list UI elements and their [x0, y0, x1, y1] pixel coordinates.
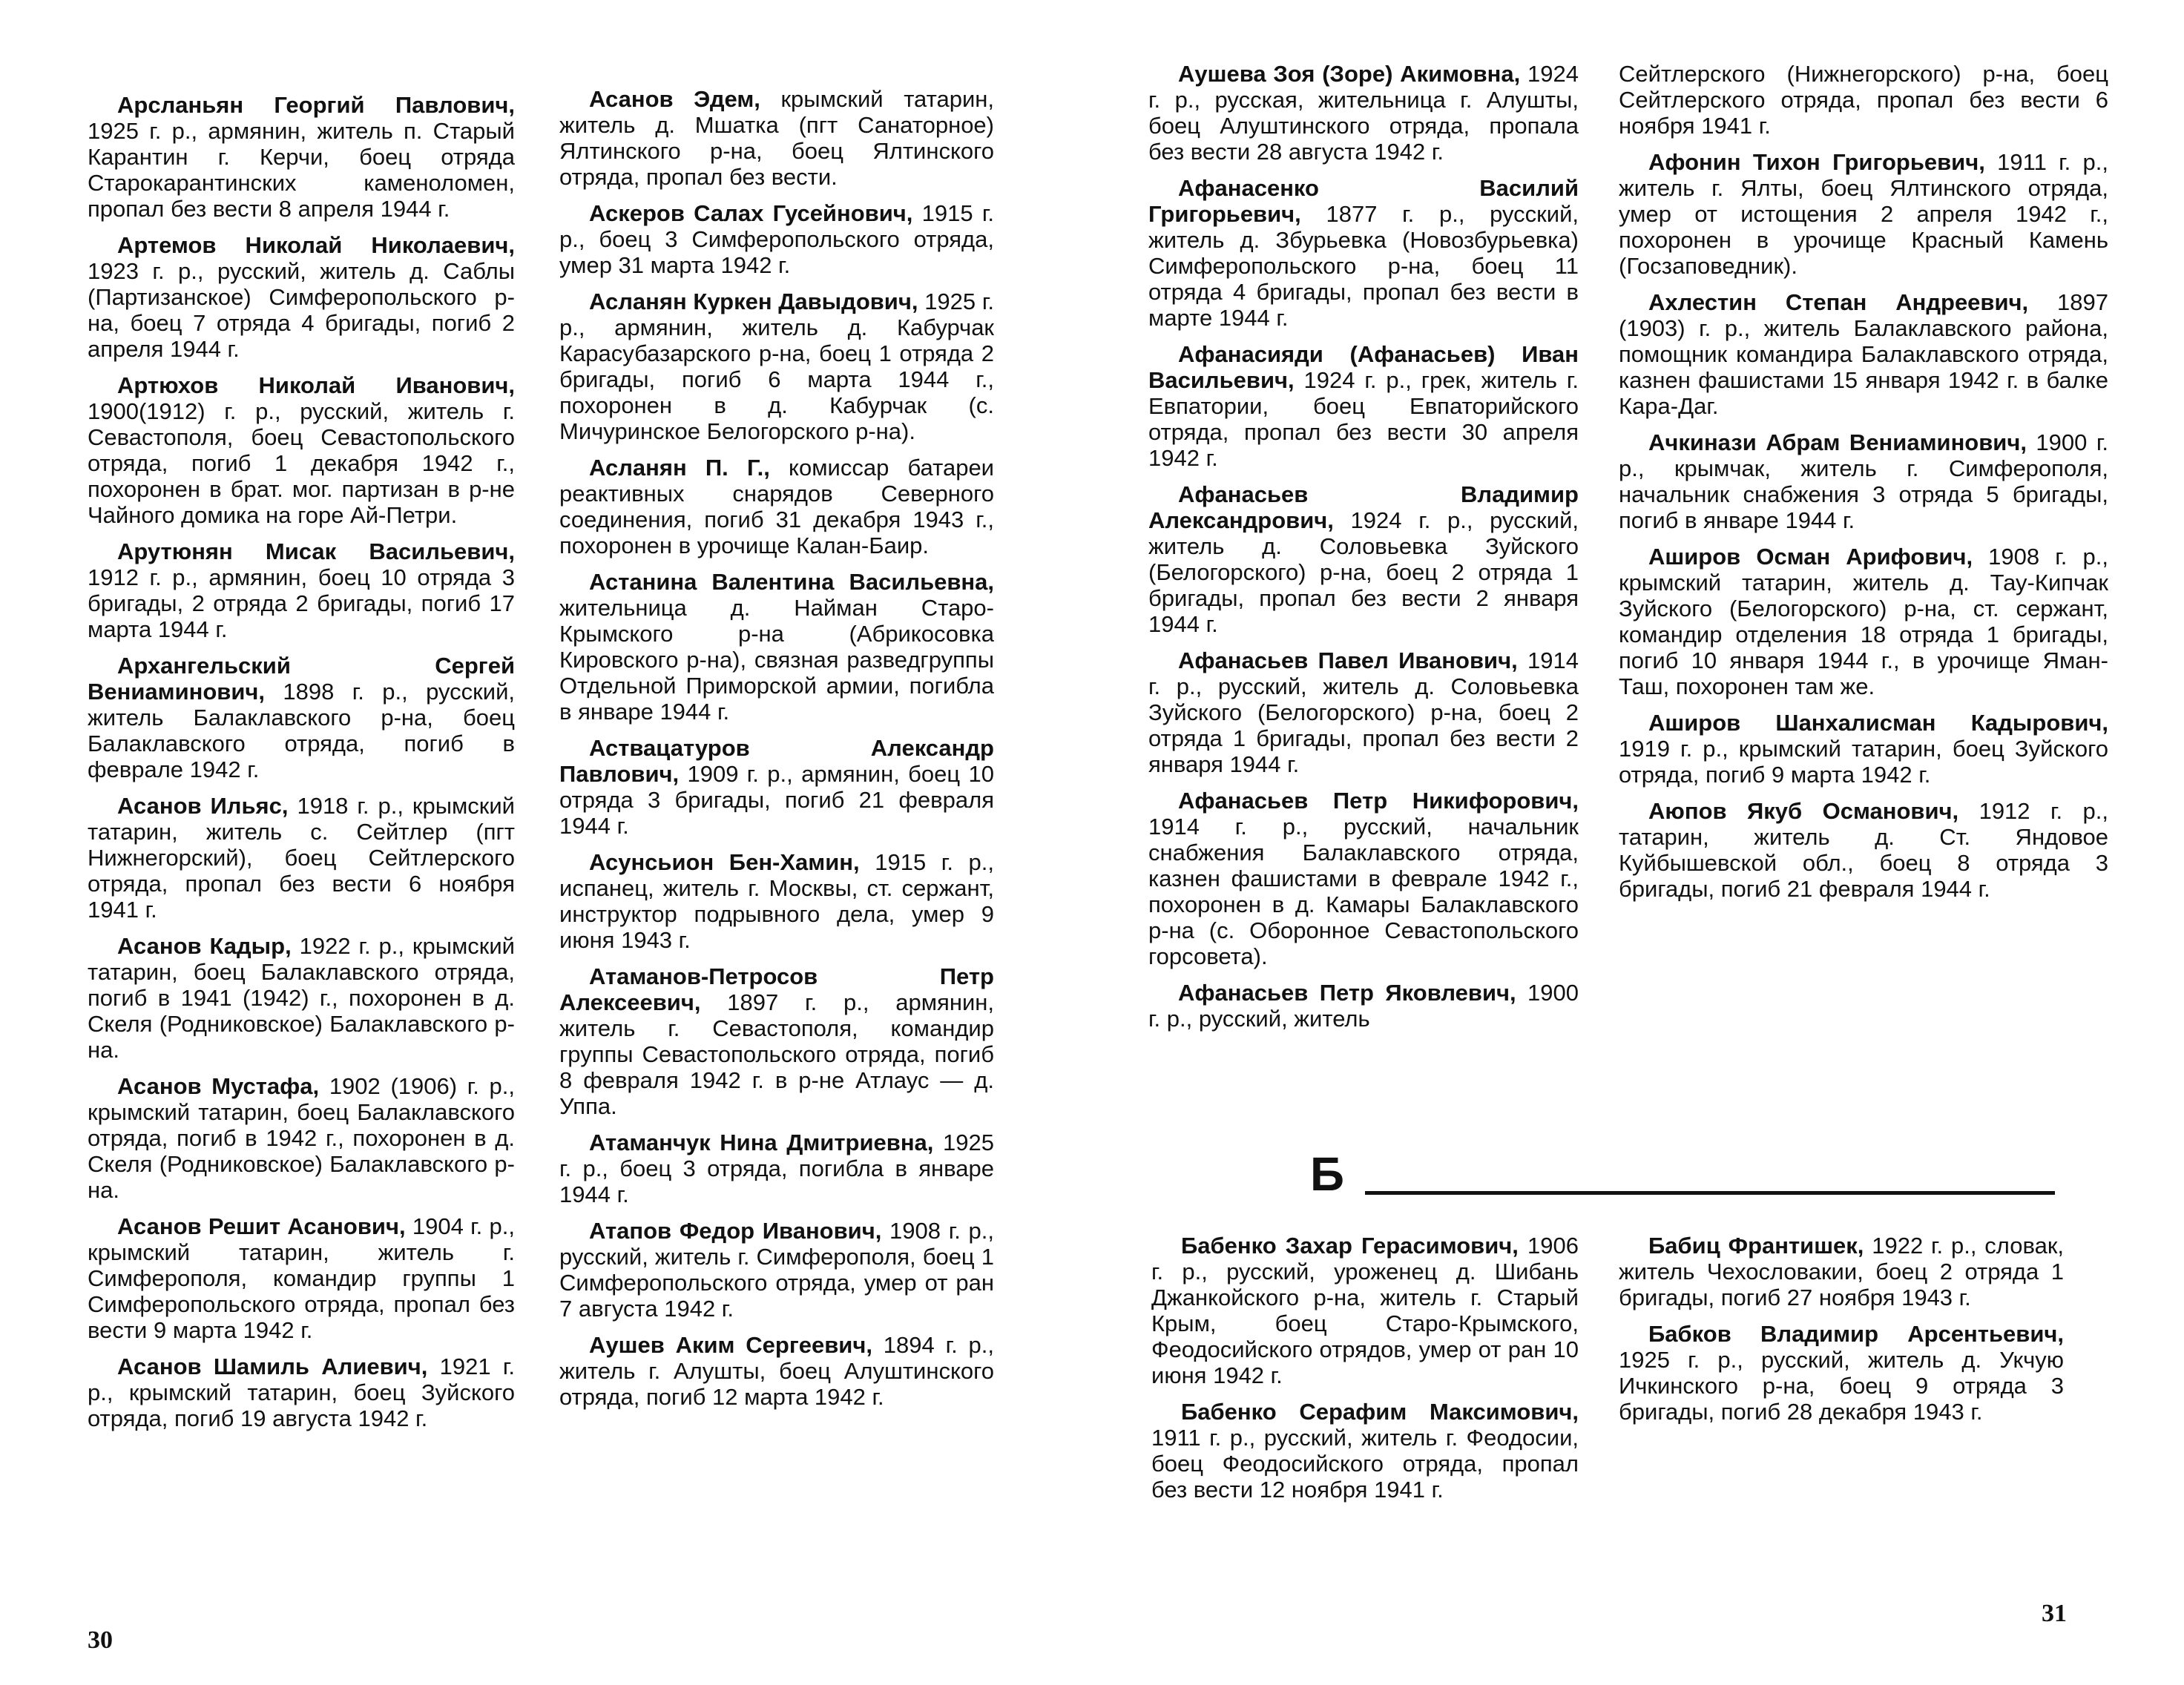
entry	[1619, 710, 2108, 788]
entry	[1619, 289, 2108, 419]
entry-details: 1924 г. р., русская, жительница г. Алушты, боец Алуштинского отряда, пропала без вести 28 августа 1942 г.	[1148, 61, 1579, 165]
entry-name: Астанина Валентина Васильевна,	[589, 569, 994, 595]
entry	[559, 86, 994, 190]
entry	[559, 288, 994, 444]
entry	[1148, 980, 1579, 1032]
entry-name: Аушева Зоя (Зоре) Акимовна,	[1178, 61, 1521, 87]
entry-details: 1908 г. р., крымский татарин, житель д. Тау-Кипчак Зуйского (Белогорского) р-на, ст. сержант, командир отделения 18 отряда 1 бригады, погиб 10 января 1944 г., в урочище Яман-Таш, похоронен там же.	[1619, 544, 2108, 699]
section-header-b	[1310, 1148, 2059, 1200]
entry-details: 1918 г. р., крымский татарин, житель с. Сейтлер (пгт Нижнегорский), боец Сейтлерского отряда, пропал без вести 6 ноября 1941 г.	[88, 793, 515, 923]
entry	[1151, 1399, 1579, 1503]
entry	[1148, 481, 1579, 637]
entry-name: Афанасьев Петр Яковлевич,	[1178, 980, 1516, 1006]
entry-details: 1925 г. р., боец 3 отряда, погибла в январе 1944 г.	[559, 1130, 995, 1207]
entry	[88, 933, 515, 1063]
entry	[88, 653, 515, 782]
page-number-left: 30	[88, 1626, 113, 1654]
entry-name: Аствацатуров Александр Павлович,	[559, 735, 994, 787]
page-number-right: 31	[2042, 1600, 2067, 1627]
entry-name: Ахлестин Степан Андреевич,	[1648, 289, 2029, 315]
entry-details: 1925 г. р., армянин, житель д. Кабурчак Карасубазарского р-на, боец 1 отряда 2 бригады, погиб 6 марта 1944 г., похоронен в д. Кабурчак (с. Мичуринское Белогорского р-на).	[559, 288, 995, 444]
entry-name: Асанов Ильяс,	[117, 793, 289, 819]
entry	[88, 372, 515, 528]
entry-details: 1911 г. р., русский, житель г. Феодосии, боец Феодосийского отряда, пропал без вести 12 ноября 1941 г.	[1151, 1425, 1579, 1503]
section-rule	[1365, 1191, 2055, 1195]
entry	[88, 92, 515, 222]
entry-details: 1914 г. р., русский, житель д. Соловьевка Зуйского (Белогорского) р-на, боец 2 отряда 1 бригады, пропал без вести 2 января 1944 г.	[1148, 647, 1579, 777]
entry	[88, 538, 515, 642]
right-page	[1092, 0, 2184, 1685]
entry	[1148, 341, 1579, 471]
entry-name: Афанасенко Василий Григорьевич,	[1148, 175, 1579, 227]
entry-details: 1924 г. р., русский, житель д. Соловьевка Зуйского (Белогорского) р-на, боец 2 отряда 1 бригады, пропал без вести 2 января 1944 г.	[1148, 507, 1579, 637]
entry-details: 1915 г. р., боец 3 Симферопольского отряда, умер 31 марта 1942 г.	[559, 200, 994, 278]
entry-details: жительница д. Найман Старо-Крымского р-на (Абрикосовка Кировского р-на), связная разведгруппы Отдельной Приморской армии, погибла в январе 1944 г.	[559, 595, 994, 725]
entry-name: Асланян Куркен Давыдович,	[589, 288, 918, 314]
entry	[1148, 61, 1579, 165]
entry-name: Атаманчук Нина Дмитриевна,	[589, 1130, 934, 1155]
entry-details: 1894 г. р., житель г. Алушты, боец Алуштинского отряда, погиб 12 марта 1942 г.	[559, 1332, 994, 1410]
entry-name: Асанов Решит Асанович,	[117, 1213, 406, 1239]
right-page-column-2	[1619, 61, 2108, 912]
entry-details: 1897 (1903) г. р., житель Балаклавского района, помощник командира Балаклавского отряда, казнен фашистами 15 января 1942 г. в балке Кара-Даг.	[1619, 289, 2109, 419]
entry	[559, 1332, 994, 1410]
left-page-column-1	[88, 92, 515, 1442]
entry	[559, 735, 994, 839]
entry	[1619, 61, 2108, 139]
entry-name: Аширов Шанхалисман Кадырович,	[1648, 710, 2108, 736]
entry	[559, 1218, 994, 1322]
entry-name: Афанасияди (Афанасьев) Иван Васильевич,	[1148, 341, 1579, 393]
entry	[88, 793, 515, 923]
entry	[1619, 1233, 2064, 1310]
right-page-column-1	[1148, 61, 1579, 1042]
entry-name: Афонин Тихон Григорьевич,	[1648, 149, 1985, 175]
entry	[88, 232, 515, 362]
entry-details: 1900 г. р., русский, житель	[1148, 980, 1579, 1032]
entry-details: 1900(1912) г. р., русский, житель г. Севастополя, боец Севастопольского отряда, погиб 1 декабря 1942 г., похоронен в брат. мог. партизан в р-не Чайного домика на горе Ай-Петри.	[88, 398, 515, 528]
entry-details: 1922 г. р., словак, житель Чехословакии, боец 2 отряда 1 бригады, погиб 27 ноября 1943 г.	[1619, 1233, 2065, 1310]
entry-name: Асанов Мустафа,	[117, 1073, 320, 1099]
entry-details: 1915 г. р., испанец, житель г. Москвы, ст. сержант, инструктор подрывного дела, умер 9 июня 1943 г.	[559, 849, 995, 953]
entry-name: Атапов Федор Иванович,	[589, 1218, 882, 1244]
entry-name: Архангельский Сергей Вениаминович,	[88, 653, 515, 705]
entry-name: Асанов Кадыр,	[117, 933, 292, 959]
entry-name: Афанасьев Петр Никифорович,	[1178, 788, 1579, 814]
entry-details: 1925 г. р., русский, житель д. Укчую Ичкинского р-на, боец 9 отряда 3 бригады, погиб 28 декабря 1943 г.	[1619, 1347, 2064, 1425]
entry-details: 1923 г. р., русский, житель д. Саблы (Партизанское) Симферопольского р-на, боец 7 отряда 4 бригады, погиб 2 апреля 1944 г.	[88, 258, 515, 362]
entry	[1619, 429, 2108, 533]
entry-name: Бабиц Франтишек,	[1648, 1233, 1864, 1259]
entry	[559, 849, 994, 953]
entry-name: Аюпов Якуб Османович,	[1648, 798, 1959, 824]
entry	[1619, 149, 2108, 279]
entry-details: крымский татарин, житель д. Мшатка (пгт Санаторное) Ялтинского р-на, боец Ялтинского отряда, пропал без вести.	[559, 86, 994, 190]
entry-name: Аскеров Салах Гусейнович,	[589, 200, 913, 226]
entry-details: 1921 г. р., крымский татарин, боец Зуйского отряда, погиб 19 августа 1942 г.	[88, 1353, 515, 1431]
entry-name: Афанасьев Павел Иванович,	[1178, 647, 1518, 673]
entry	[559, 200, 994, 278]
entry-details: 1877 г. р., русский, житель д. Збурьевка (Новозбурьевка) Симферопольского р-на, боец 11 отряда 4 бригады, пропал без вести в марте 1944 г.	[1148, 201, 1579, 331]
entry-details: 1922 г. р., крымский татарин, боец Балаклавского отряда, погиб в 1941 (1942) г., похоронен в д. Скеля (Родниковское) Балаклавского р-на.	[88, 933, 515, 1063]
section-b-column-2	[1619, 1233, 2064, 1435]
entry	[88, 1353, 515, 1431]
entry	[559, 1130, 994, 1207]
entry-name: Бабенко Захар Герасимович,	[1181, 1233, 1519, 1259]
entry-details: 1904 г. р., крымский татарин, житель г. Симферополя, командир группы 1 Симферопольского отряда, пропал без вести 9 марта 1942 г.	[88, 1213, 515, 1343]
entry-name: Аширов Осман Арифович,	[1648, 544, 1973, 570]
entry	[1619, 544, 2108, 699]
entry-details: 1912 г. р., армянин, боец 10 отряда 3 бригады, 2 отряда 2 бригады, погиб 17 марта 1944 г.	[88, 564, 515, 642]
entry	[1619, 798, 2108, 902]
entry-name: Арсланьян Георгий Павлович,	[117, 92, 515, 118]
entry-name: Ачкинази Абрам Вениаминович,	[1648, 429, 2027, 455]
entry-details: 1914 г. р., русский, начальник снабжения Балаклавского отряда, казнен фашистами в феврале 1942 г., похоронен в д. Камары Балаклавского р-на (с. Оборонное Севастопольского горсовета).	[1148, 814, 1579, 969]
entry-details: 1908 г. р., русский, житель г. Симферополя, боец 1 Симферопольского отряда, умер от ран 7 августа 1942 г.	[559, 1218, 994, 1322]
entry-details: 1897 г. р., армянин, житель г. Севастополя, командир группы Севастопольского отряда, погиб 8 февраля 1942 г. в р-не Атлаус — д. Уппа.	[559, 989, 994, 1119]
entry-name: Артемов Николай Николаевич,	[117, 232, 515, 258]
entry-details: 1900 г. р., крымчак, житель г. Симферополя, начальник снабжения 3 отряда 5 бригады, погиб в январе 1944 г.	[1619, 429, 2108, 533]
entry-details: 1919 г. р., крымский татарин, боец Зуйского отряда, погиб 9 марта 1942 г.	[1619, 736, 2108, 788]
entry-name: Аушев Аким Сергеевич,	[589, 1332, 872, 1358]
entry-details: 1906 г. р., русский, уроженец д. Шибань Джанкойского р-на, житель г. Старый Крым, боец Старо-Крымского, Феодосийского отрядов, умер от ран 10 июня 1942 г.	[1151, 1233, 1579, 1388]
entry	[1148, 175, 1579, 331]
entry-details: 1898 г. р., русский, житель Балаклавского р-на, боец Балаклавского отряда, погиб в феврале 1942 г.	[88, 679, 515, 782]
entry-details: 1909 г. р., армянин, боец 10 отряда 3 бригады, погиб 21 февраля 1944 г.	[559, 761, 994, 839]
entry-name: Арутюнян Мисак Васильевич,	[117, 538, 515, 564]
section-b-column-1	[1151, 1233, 1579, 1513]
entry-name: Асланян П. Г.,	[589, 455, 770, 481]
entry-details: 1902 (1906) г. р., крымский татарин, боец Балаклавского отряда, погиб в 1942 г., похоронен в д. Скеля (Родниковское) Балаклавского р-на.	[88, 1073, 515, 1203]
entry-name: Бабенко Серафим Максимович,	[1181, 1399, 1579, 1425]
entry	[559, 569, 994, 725]
entry-name: Атаманов-Петросов Петр Алексеевич,	[559, 963, 994, 1015]
entry	[88, 1073, 515, 1203]
entry-details: 1924 г. р., грек, житель г. Евпатории, боец Евпаторийского отряда, пропал без вести 30 апреля 1942 г.	[1148, 367, 1579, 471]
entry	[1619, 1321, 2064, 1425]
entry	[88, 1213, 515, 1343]
entry-name: Афанасьев Владимир Александрович,	[1148, 481, 1579, 533]
entry-name: Артюхов Николай Иванович,	[117, 372, 515, 398]
entry-name: Асунсьион Бен-Хамин,	[589, 849, 860, 875]
entry-details: 1912 г. р., татарин, житель д. Ст. Яндовое Куйбышевской обл., боец 8 отряда 3 бригады, погиб 21 февраля 1944 г.	[1619, 798, 2109, 902]
entry-details: комиссар батареи реактивных снарядов Северного соединения, погиб 31 декабря 1943 г., похоронен в урочище Калан-Баир.	[559, 455, 994, 558]
entry	[1148, 647, 1579, 777]
entry	[1151, 1233, 1579, 1388]
left-page-column-2	[559, 86, 994, 1420]
entry	[559, 963, 994, 1119]
entry	[559, 455, 994, 558]
section-letter: Б	[1310, 1147, 1344, 1201]
entry-details: 1911 г. р., житель г. Ялты, боец Ялтинского отряда, умер от истощения 2 апреля 1942 г., похоронен в урочище Красный Камень (Госзаповедник).	[1619, 149, 2108, 279]
entry-name: Асанов Шамиль Алиевич,	[117, 1353, 428, 1379]
entry-details: Сейтлерского (Нижнегорского) р-на, боец Сейтлерского отряда, пропал без вести 6 ноября 1941 г.	[1619, 61, 2108, 139]
entry	[1148, 788, 1579, 969]
entry-name: Асанов Эдем,	[589, 86, 760, 112]
entry-name: Бабков Владимир Арсентьевич,	[1648, 1321, 2064, 1347]
entry-details: 1925 г. р., армянин, житель п. Старый Карантин г. Керчи, боец отряда Старокарантинских каменоломен, пропал без вести 8 апреля 1944 г.	[88, 118, 515, 222]
